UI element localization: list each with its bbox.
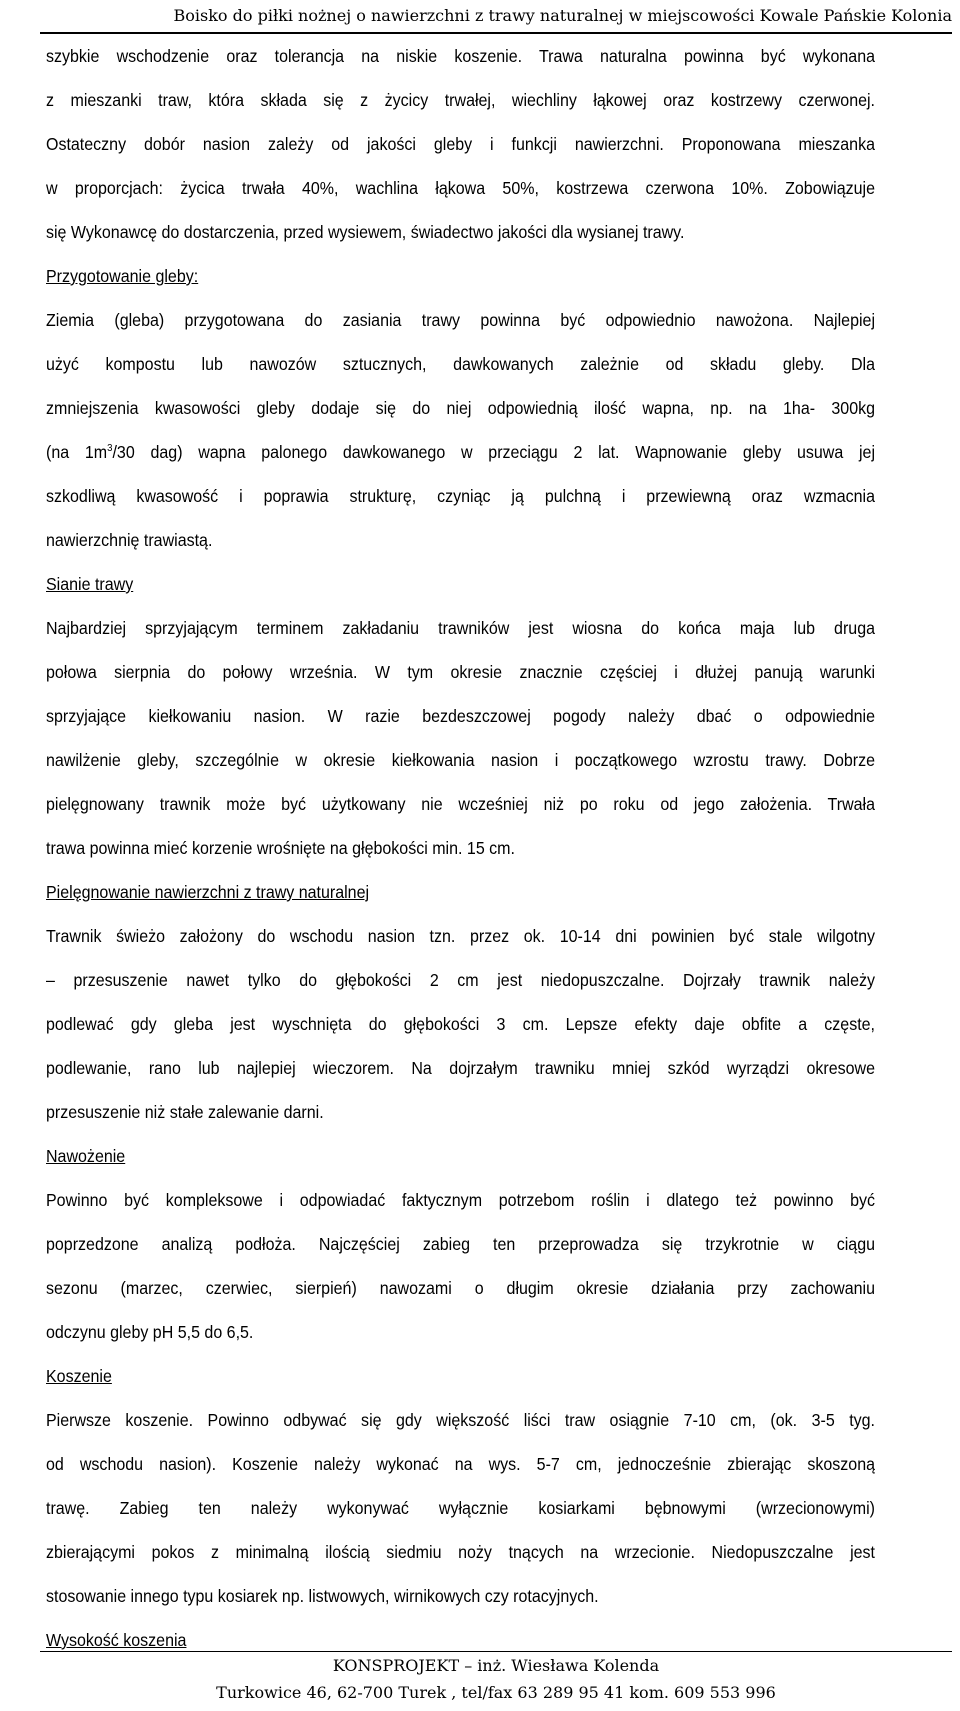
text-line: się Wykonawcę do dostarczenia, przed wysiewem, świadectwo jakości dla wysianej trawy. (46, 222, 685, 242)
text-line: w proporcjach: życica trwała 40%, wachlina łąkowa 50%, kostrzewa czerwona 10%. Zobowiązuje (46, 178, 876, 198)
text-line: poprzedzone analizą podłoża. Najczęściej zabieg ten przeprowadza się trzykrotnie w ciągu (46, 1234, 876, 1254)
section-heading: Koszenie (46, 1366, 112, 1386)
text-line: Powinno być kompleksowe i odpowiadać faktycznym potrzebom roślin i dlatego też powinno być (46, 1190, 876, 1210)
text-line: (na $1m^3/30$ dag) wapna palonego dawkowanego w przeciągu 2 lat. Wapnowanie gleby usuwa jej (46, 442, 876, 462)
text-line: przesuszenie niż stałe zalewanie darni. (46, 1102, 324, 1122)
text-line: nawierzchnię trawiastą. (46, 530, 213, 550)
text-line: Ziemia (gleba) przygotowana do zasiania trawy powinna być odpowiednio nawożona. Najlepiej (46, 310, 876, 330)
footer-company: KONSPROJEKT – inż. Wiesława Kolenda (332, 1656, 660, 1675)
section-heading: Wysokość koszenia (46, 1630, 187, 1650)
text-line: trawa powinna mieć korzenie wrośnięte na głębokości min. 15 cm. (46, 838, 515, 858)
text-line: podlewać gdy gleba jest wyschnięta do głębokości 3 cm. Lepsze efekty daje obfite a częste, (46, 1014, 876, 1034)
text-line: zbierającymi pokos z minimalną ilością siedmiu noży tnących na wrzecionie. Niedopuszczalne jest (46, 1542, 876, 1562)
section-heading: Sianie trawy (46, 574, 134, 594)
section-heading: Pielęgnowanie nawierzchni z trawy naturalnej (46, 882, 370, 902)
text-line: nawilżenie gleby, szczególnie w okresie kiełkowania nasion i początkowego wzrostu trawy. Dobrze (46, 750, 876, 770)
text-line: stosowanie innego typu kosiarek np. listwowych, wirnikowych czy rotacyjnych. (46, 1586, 599, 1606)
text-line: Pierwsze koszenie. Powinno odbywać się gdy większość liści traw osiągnie 7-10 cm, (ok. 3-5 tyg. (46, 1410, 876, 1430)
text-line: zmniejszenia kwasowości gleby dodaje się do niej odpowiednią ilość wapna, np. na 1ha- 300kg (46, 398, 876, 418)
text-line: sprzyjające kiełkowaniu nasion. W razie bezdeszczowej pogody należy dbać o odpowiednie (46, 706, 876, 726)
page-footer (40, 1651, 952, 1706)
text-line: szkodliwą kwasowość i poprawia strukturę, czyniąc ją pulchną i przewiewną oraz wzmacnia (46, 486, 876, 506)
section-heading: Nawożenie (46, 1146, 126, 1166)
text-line: – przesuszenie nawet tylko do głębokości 2 cm jest niedopuszczalne. Dojrzały trawnik należy (46, 970, 876, 990)
text-line: szybkie wschodzenie oraz tolerancja na niskie koszenie. Trawa naturalna powinna być wykonana (46, 46, 876, 66)
text-line: pielęgnowany trawnik może być użytkowany nie wcześniej niż po roku od jego założenia. Trwała (46, 794, 876, 814)
text-line: Ostateczny dobór nasion zależy od jakości gleby i funkcji nawierzchni. Proponowana mieszanka (46, 134, 876, 154)
text-line: Najbardziej sprzyjającym terminem zakładaniu trawników jest wiosna do końca maja lub druga (46, 618, 876, 638)
text-line: trawę. Zabieg ten należy wykonywać wyłącznie kosiarkami bębnowymi (wrzecionowymi) (46, 1498, 876, 1518)
text-line: sezonu (marzec, czerwiec, sierpień) nawozami o długim okresie działania przy zachowaniu (46, 1278, 876, 1298)
text-line: podlewanie, rano lub najlepiej wieczorem. Na dojrzałym trawniku mniej szkód wyrządzi okresowe (46, 1058, 876, 1078)
text-line: z mieszanki traw, która składa się z życicy trwałej, wiechliny łąkowej oraz kostrzewy czerwonej. (46, 90, 876, 110)
text-line: od wschodu nasion). Koszenie należy wykonać na wys. 5-7 cm, jednocześnie zbierając skoszoną (46, 1454, 876, 1474)
text-line: odczynu gleby pH 5,5 do 6,5. (46, 1322, 254, 1342)
footer-address: Turkowice 46, 62-700 Turek , tel/fax 63 289 95 41 kom. 609 553 996 (216, 1683, 776, 1702)
section-heading: Przygotowanie gleby: (46, 266, 199, 286)
text-line: połowa sierpnia do połowy września. W tym okresie znacznie częściej i dłużej panują warunki (46, 662, 876, 682)
text-line: Trawnik świeżo założony do wschodu nasion tzn. przez ok. 10-14 dni powinien być stale wilgotny (46, 926, 876, 946)
text-line: użyć kompostu lub nawozów sztucznych, dawkowanych zależnie od składu gleby. Dla (46, 354, 876, 374)
document-body (46, 34, 875, 1662)
page-header: Boisko do piłki nożnej o nawierzchni z trawy naturalnej w miejscowości Kowale Pańskie Kolonia (40, 0, 952, 34)
